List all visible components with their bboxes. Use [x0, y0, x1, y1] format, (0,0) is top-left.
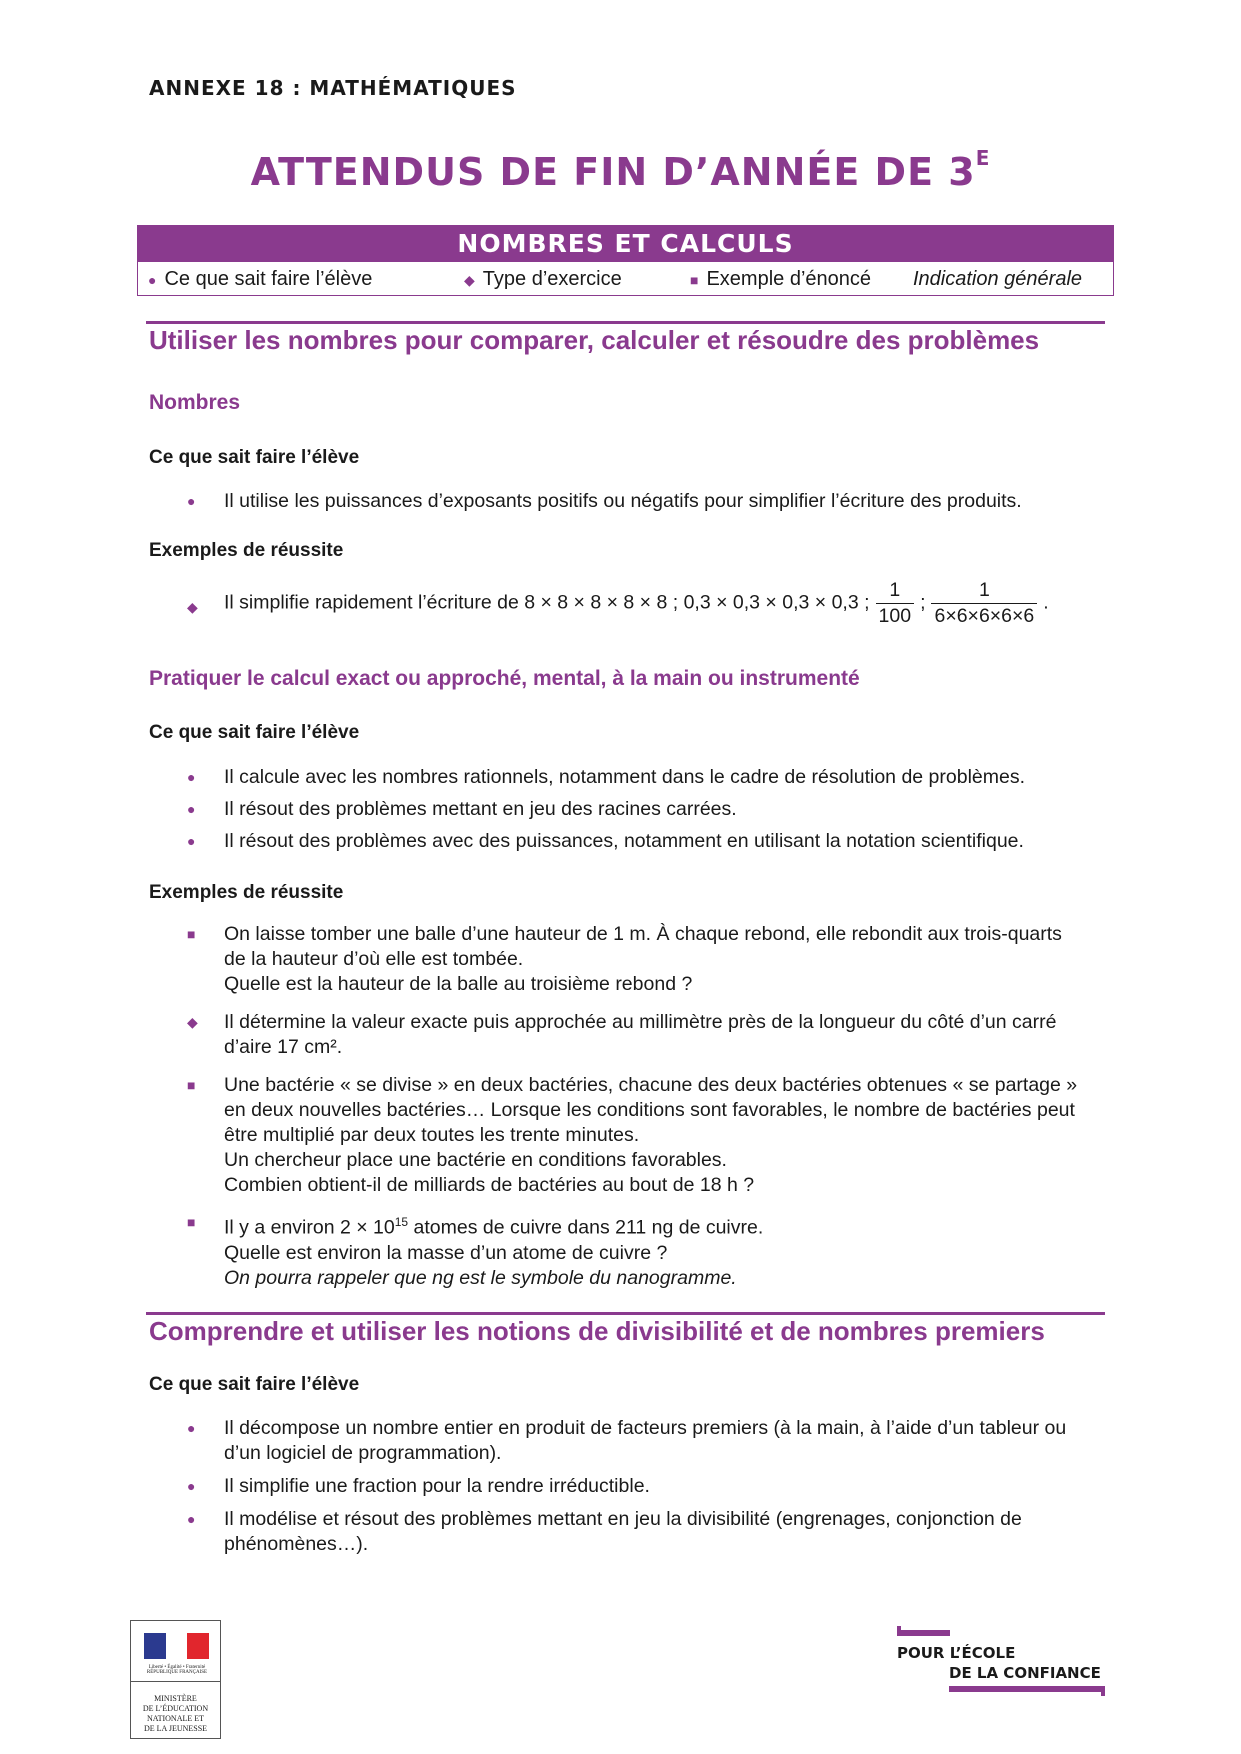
square-icon: ■ — [187, 1214, 196, 1230]
list-item — [187, 1474, 1104, 1499]
examples-label: Exemples de réussite — [149, 540, 344, 561]
legend-general: Indication générale — [913, 268, 1083, 290]
example-item — [187, 1073, 1104, 1198]
item-text: Une bactérie « se divise » en deux bactéries, chacune des deux bactéries obtenues « se partage » en deux nouvelles bactéries… Lorsque les conditions sont favorables, le nombre de bactéries peut être multiplié par deux toutes les trente minutes. — [224, 1074, 1078, 1146]
item-text: Combien obtient-il de milliards de bactéries au bout de 18 h ? — [224, 1174, 755, 1196]
title-text: ATTENDUS DE FIN D’ANNÉE DE 3 — [250, 150, 976, 194]
page-title — [0, 146, 1241, 194]
square-icon: ■ — [187, 1077, 196, 1093]
item-text: Il y a environ 2 × 10 — [224, 1216, 395, 1239]
legend-can-do — [148, 268, 372, 291]
item-text: On laisse tomber une balle d’une hauteur de 1 m. À chaque rebond, elle rebondit aux trois-quarts de la hauteur d’où elle est tombée. — [224, 923, 1062, 970]
ministry-line: DE LA JEUNESSE — [143, 1724, 208, 1733]
legend-label: Exemple d’énoncé — [706, 268, 872, 290]
diamond-icon: ◆ — [464, 272, 475, 288]
denominator: 100 — [878, 605, 912, 627]
slogan-line-1: POUR L’ÉCOLE — [897, 1644, 1016, 1662]
exponent: 15 — [394, 1215, 409, 1229]
ministry-line: MINISTÈRE — [154, 1694, 197, 1703]
domain-box — [137, 225, 1114, 296]
example-item — [187, 922, 1074, 997]
rf-text — [137, 1665, 217, 1675]
ministry-line: NATIONALE ET — [146, 1714, 205, 1723]
dot-icon: ● — [187, 1511, 196, 1527]
ministry-logo — [130, 1620, 221, 1739]
dot-icon: ● — [187, 769, 196, 785]
item-text: Il simplifie une fraction pour la rendre irréductible. — [224, 1475, 650, 1497]
example-item — [187, 1010, 1074, 1060]
period: . — [1043, 591, 1049, 614]
item-text: Il décompose un nombre entier en produit de facteurs premiers (à la main, à l’aide d’un tableur ou d’un logiciel de programmation). — [224, 1417, 1067, 1464]
fraction — [876, 578, 915, 629]
item-text: Il modélise et résout des problèmes mettant en jeu la divisibilité (engrenages, conjonction de phénomènes…). — [224, 1508, 1022, 1555]
separator: ; — [920, 591, 926, 614]
example-item — [187, 1210, 1104, 1291]
rf-motto: Liberté • Égalité • Fraternité — [148, 1665, 206, 1670]
list-item — [187, 489, 1104, 514]
domain-heading: NOMBRES ET CALCULS — [138, 226, 1113, 262]
example-item — [187, 578, 1104, 629]
dot-icon: ● — [187, 1420, 196, 1436]
ecole-confiance-logo — [897, 1630, 1107, 1700]
item-text: Il résout des problèmes avec des puissances, notamment en utilisant la notation scientifique. — [224, 830, 1024, 852]
dot-icon: ● — [148, 272, 157, 288]
list-item — [187, 1416, 1104, 1466]
item-text: Un chercheur place une bactérie en conditions favorables. — [224, 1149, 727, 1171]
french-flag-icon — [144, 1633, 209, 1659]
subsection-title: Pratiquer le calcul exact ou approché, mental, à la main ou instrumenté — [149, 667, 860, 690]
numerator: 1 — [931, 578, 1037, 604]
dot-icon: ● — [187, 801, 196, 817]
section-rule — [146, 1312, 1105, 1315]
square-icon: ■ — [187, 926, 196, 942]
list-item — [187, 765, 1104, 790]
annex-label: ANNEXE 18 : MATHÉMATIQUES — [149, 76, 517, 100]
legend-exercise-type — [464, 268, 622, 291]
section-title: Comprendre et utiliser les notions de divisibilité et de nombres premiers — [149, 1316, 1045, 1346]
item-text: Quelle est la hauteur de la balle au troisième rebond ? — [224, 973, 693, 995]
ministry-line: DE L’ÉDUCATION — [142, 1704, 209, 1713]
item-text: Il détermine la valeur exacte puis approchée au millimètre près de la longueur du côté d’un carré d’aire 17 cm². — [224, 1011, 1057, 1058]
rf-name: RÉPUBLIQUE FRANÇAISE — [146, 1670, 208, 1675]
fraction — [931, 578, 1037, 629]
subsection-title: Nombres — [149, 391, 241, 414]
list-item — [187, 1507, 1104, 1557]
section-rule — [146, 321, 1105, 324]
item-note: On pourra rappeler que ng est le symbole du nanogramme. — [224, 1266, 737, 1289]
examples-label: Exemples de réussite — [149, 882, 344, 903]
item-text: Il utilise les puissances d’exposants positifs ou négatifs pour simplifier l’écriture des produits. — [224, 490, 1022, 512]
legend-label: Type d’exercice — [482, 268, 622, 290]
dot-icon: ● — [187, 833, 196, 849]
item-text: atomes de cuivre dans 211 ng de cuivre. — [408, 1216, 764, 1239]
list-item — [187, 829, 1104, 854]
can-do-label: Ce que sait faire l’élève — [149, 447, 360, 468]
legend-label: Ce que sait faire l’élève — [164, 268, 373, 290]
can-do-label: Ce que sait faire l’élève — [149, 722, 360, 743]
item-text: Quelle est environ la masse d’un atome de cuivre ? — [224, 1241, 668, 1264]
dot-icon: ● — [187, 493, 196, 509]
legend-example — [690, 268, 871, 291]
item-text: Il simplifie rapidement l’écriture de 8 × 8 × 8 × 8 × 8 ; 0,3 × 0,3 × 0,3 × 0,3 ; — [224, 591, 870, 614]
can-do-label: Ce que sait faire l’élève — [149, 1374, 360, 1395]
legend — [138, 262, 1113, 296]
list-item — [187, 797, 1104, 822]
diamond-icon: ◆ — [187, 1014, 198, 1030]
ministry-name — [131, 1681, 220, 1734]
item-text: Il calcule avec les nombres rationnels, notamment dans le cadre de résolution de problèmes. — [224, 766, 1026, 788]
title-sup: E — [975, 146, 991, 170]
slogan-line-2: DE LA CONFIANCE — [949, 1664, 1101, 1682]
item-text: Il résout des problèmes mettant en jeu des racines carrées. — [224, 798, 737, 820]
denominator: 6×6×6×6×6 — [934, 605, 1035, 627]
numerator: 1 — [876, 578, 915, 604]
square-icon: ■ — [690, 272, 699, 288]
dot-icon: ● — [187, 1478, 196, 1494]
diamond-icon: ◆ — [187, 599, 198, 615]
section-title: Utiliser les nombres pour comparer, calculer et résoudre des problèmes — [149, 325, 1040, 355]
